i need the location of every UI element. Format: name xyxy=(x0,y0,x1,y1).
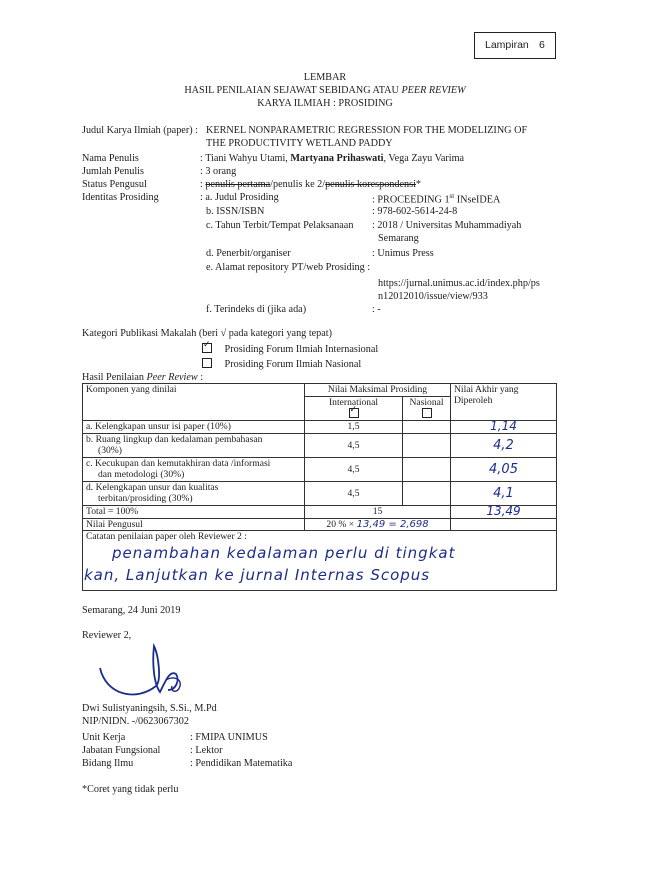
id-a-value: : PROCEEDING 1st INseIDEA xyxy=(372,192,501,206)
penulis-label: Nama Penulis xyxy=(82,153,139,164)
score-handwritten: 4,1 xyxy=(493,485,514,501)
checkbox-empty-icon xyxy=(422,408,432,418)
id-b-value: : 978-602-5614-24-8 xyxy=(372,206,458,217)
place-date: Semarang, 24 Juni 2019 xyxy=(82,605,181,616)
table-row: a. Kelengkapan unsur isi paper (10%) 1,5 1,14 xyxy=(83,421,557,434)
unit-value: : FMIPA UNIMUS xyxy=(190,732,268,743)
lampiran-number: 6 xyxy=(539,39,545,51)
id-b-label: b. ISSN/ISBN xyxy=(206,206,265,217)
header-nasional: Nasional xyxy=(403,397,451,421)
id-c-value2: Semarang xyxy=(378,233,419,244)
jumlah-label: Jumlah Penulis xyxy=(82,166,144,177)
header-komponen: Komponen yang dinilai xyxy=(83,384,305,421)
judul-line2: THE PRODUCTIVITY WETLAND PADDY xyxy=(206,138,393,149)
id-d-value: : Unimus Press xyxy=(372,248,434,259)
unit-label: Unit Kerja xyxy=(82,732,126,743)
heading-line2: HASIL PENILAIAN SEJAWAT SEBIDANG ATAU PEER REVIEW xyxy=(184,85,466,96)
id-a-label: : a. Judul Prosiding xyxy=(200,192,279,203)
score-handwritten: 4,2 xyxy=(493,437,514,453)
header-nilai-maks: Nilai Maksimal Prosiding xyxy=(305,384,451,397)
table-row: c. Kecukupan dan kemutakhiran data /informasi dan metodologi (30%) 4,5 4,05 xyxy=(83,458,557,482)
judul-line1: KERNEL NONPARAMETRIC REGRESSION FOR THE MODELIZING OF xyxy=(206,125,528,136)
kategori-label: Kategori Publikasi Makalah (beri √ pada kategori yang tepat) xyxy=(82,328,333,339)
lampiran-label: Lampiran xyxy=(485,39,529,51)
penulis-value: : Tiani Wahyu Utami, Martyana Prihaswati, Vega Zayu Varima xyxy=(200,153,465,164)
lampiran-badge xyxy=(474,32,556,59)
heading-line1: LEMBAR xyxy=(303,72,347,83)
id-f-value: : - xyxy=(372,304,381,315)
kategori-option-nasional: Prosiding Forum Ilmiah Nasional xyxy=(202,358,361,370)
status-value: : penulis pertama/penulis ke 2/penulis korespondensi* xyxy=(200,179,421,190)
reviewer-nip: NIP/NIDN. -/0623067302 xyxy=(82,716,189,727)
pengusul-handwritten: 13,49 = 2,698 xyxy=(356,519,429,530)
id-d-label: d. Penerbit/organiser xyxy=(206,248,291,259)
identitas-label: Identitas Prosiding xyxy=(82,192,159,203)
hasil-label: Hasil Penilaian Peer Review : xyxy=(82,372,204,383)
header-international: International ✓ xyxy=(305,397,403,421)
checkbox-checked-icon xyxy=(349,408,359,418)
catatan-handwritten-line2: kan, Lanjutkan ke jurnal Internas Scopus xyxy=(84,566,431,584)
reviewer-label: Reviewer 2, xyxy=(82,630,132,641)
id-f-label: f. Terindeks di (jika ada) xyxy=(206,304,307,315)
catatan-handwritten-line1: penambahan kedalaman perlu di tingkat xyxy=(112,544,456,562)
score-handwritten: 1,14 xyxy=(490,419,517,433)
id-c-label: c. Tahun Terbit/Tempat Pelaksanaan xyxy=(206,220,354,231)
score-handwritten: 4,05 xyxy=(489,461,518,477)
bidang-label: Bidang Ilmu xyxy=(82,758,134,769)
catatan-label: Catatan penilaian paper oleh Reviewer 2 : xyxy=(83,531,557,591)
table-row: b. Ruang lingkup dan kedalaman pembahasan (30%) 4,5 4,2 xyxy=(83,434,557,458)
jumlah-value: : 3 orang xyxy=(200,166,237,177)
judul-label: Judul Karya Ilmiah (paper) : xyxy=(82,125,198,136)
jabatan-label: Jabatan Fungsional xyxy=(82,745,161,756)
checkbox-checked-icon xyxy=(202,343,212,353)
id-e-value2: n12012010/issue/view/933 xyxy=(378,291,488,302)
table-row: d. Kelengkapan unsur dan kualitas terbitan/prosiding (30%) 4,5 4,1 xyxy=(83,482,557,506)
signature-icon xyxy=(96,640,196,710)
status-label: Status Pengusul xyxy=(82,179,147,190)
total-row: Total = 100% 15 13,49 xyxy=(83,506,557,519)
jabatan-value: : Lektor xyxy=(190,745,223,756)
header-nilai-akhir: Nilai Akhir yang Diperoleh xyxy=(451,384,557,421)
pengusul-row: Nilai Pengusul 20 % × 13,49 = 2,698 xyxy=(83,519,557,531)
id-c-value1: : 2018 / Universitas Muhammadiyah xyxy=(372,220,522,231)
bidang-value: : Pendidikan Matematika xyxy=(190,758,293,769)
id-e-label: e. Alamat repository PT/web Prosiding : xyxy=(206,262,371,273)
total-handwritten: 13,49 xyxy=(486,504,521,518)
id-e-value1: https://jurnal.unimus.ac.id/index.php/ps xyxy=(378,278,540,289)
kategori-option-internasional: ✓ Prosiding Forum Ilmiah Internasional xyxy=(202,343,378,355)
heading-line3: KARYA ILMIAH : PROSIDING xyxy=(257,98,393,109)
checkbox-empty-icon xyxy=(202,358,212,368)
reviewer-name: Dwi Sulistyaningsih, S.Si., M.Pd xyxy=(82,703,217,714)
footnote: *Coret yang tidak perlu xyxy=(82,784,179,795)
